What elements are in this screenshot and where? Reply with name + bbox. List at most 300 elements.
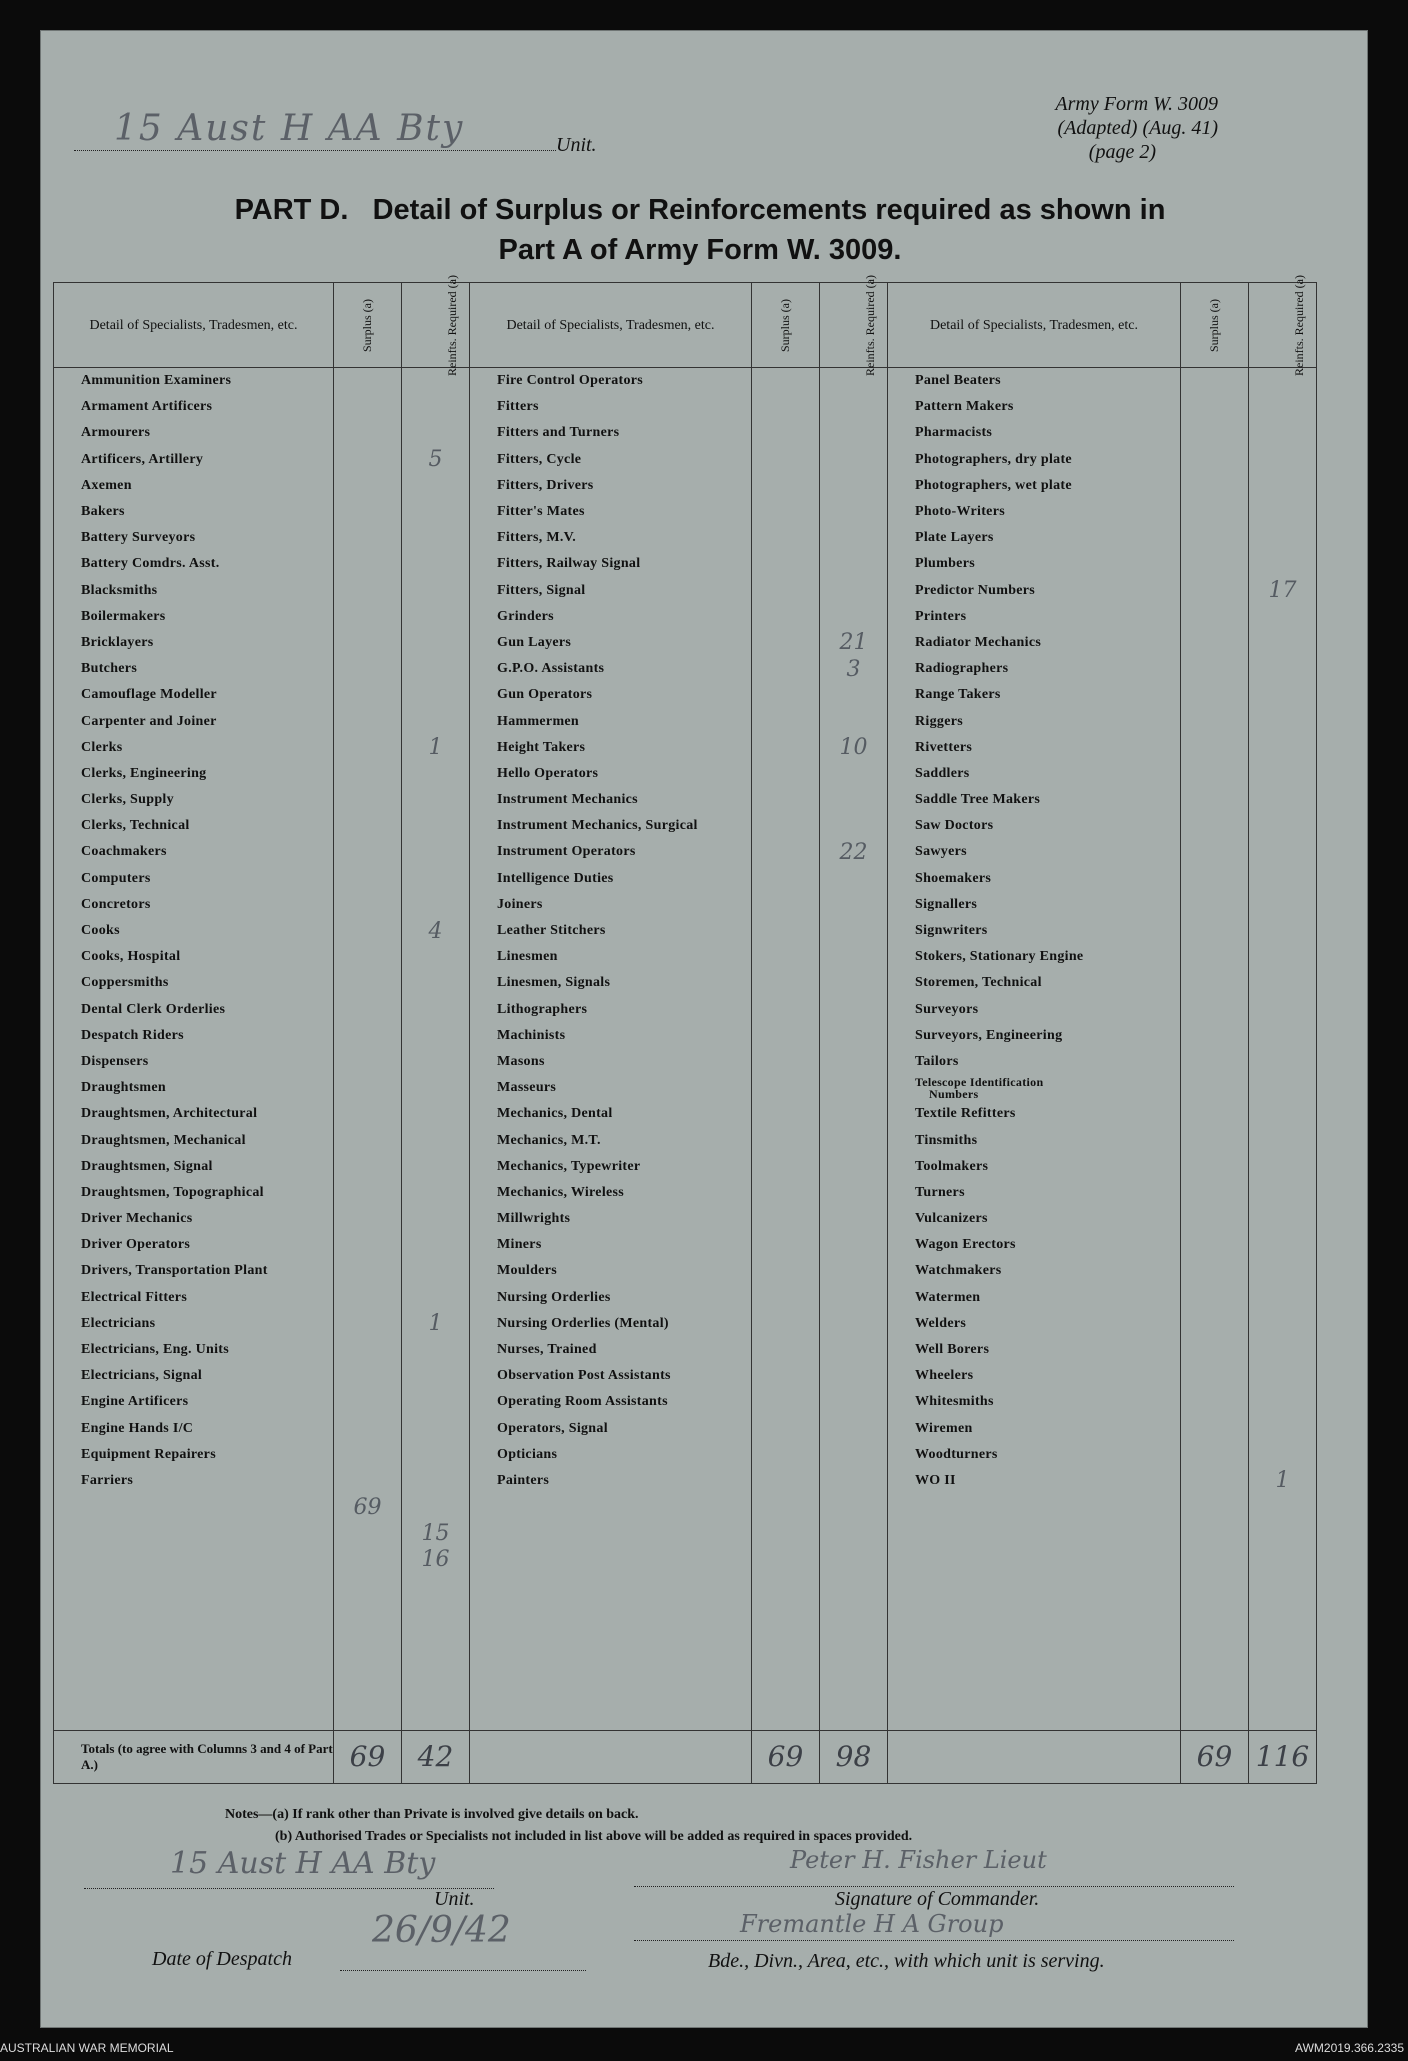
reinfts-value[interactable]	[1249, 1704, 1317, 1731]
surplus-value[interactable]	[334, 918, 402, 944]
reinfts-value[interactable]	[402, 1049, 470, 1075]
reinfts-value[interactable]	[1249, 1154, 1317, 1180]
surplus-value[interactable]	[752, 604, 820, 630]
surplus-value[interactable]	[1181, 735, 1249, 761]
reinfts-value[interactable]	[1249, 499, 1317, 525]
reinfts-value[interactable]	[1249, 1206, 1317, 1232]
total-surplus-1[interactable]: 69	[334, 1730, 402, 1783]
reinfts-value[interactable]	[1249, 787, 1317, 813]
surplus-value[interactable]	[334, 1049, 402, 1075]
surplus-value[interactable]	[752, 1206, 820, 1232]
reinfts-value[interactable]	[402, 499, 470, 525]
reinfts-value[interactable]	[402, 813, 470, 839]
reinfts-value[interactable]	[820, 1442, 888, 1468]
surplus-value[interactable]	[752, 1154, 820, 1180]
reinfts-value[interactable]	[402, 1416, 470, 1442]
surplus-value[interactable]	[1181, 682, 1249, 708]
surplus-value[interactable]	[1181, 918, 1249, 944]
reinfts-value[interactable]: 1	[402, 1311, 470, 1337]
reinfts-value[interactable]	[1249, 1573, 1317, 1599]
surplus-value[interactable]	[752, 499, 820, 525]
reinfts-value[interactable]	[402, 1442, 470, 1468]
reinfts-value[interactable]	[1249, 970, 1317, 996]
surplus-value[interactable]	[1181, 1285, 1249, 1311]
total-surplus-3[interactable]: 69	[1181, 1730, 1249, 1783]
reinfts-value[interactable]	[402, 970, 470, 996]
surplus-value[interactable]	[1181, 630, 1249, 656]
surplus-value[interactable]	[1181, 1704, 1249, 1731]
surplus-value[interactable]	[1181, 708, 1249, 734]
surplus-value[interactable]	[752, 892, 820, 918]
reinfts-value[interactable]	[1249, 682, 1317, 708]
surplus-value[interactable]	[1181, 394, 1249, 420]
surplus-value[interactable]	[752, 1416, 820, 1442]
reinfts-value[interactable]	[402, 761, 470, 787]
reinfts-value[interactable]	[820, 420, 888, 446]
surplus-value[interactable]	[752, 918, 820, 944]
surplus-value[interactable]	[752, 787, 820, 813]
surplus-value[interactable]	[752, 578, 820, 604]
reinfts-value[interactable]	[1249, 1546, 1317, 1572]
surplus-value[interactable]	[1181, 1023, 1249, 1049]
reinfts-value[interactable]	[402, 944, 470, 970]
surplus-value[interactable]	[334, 970, 402, 996]
reinfts-value[interactable]	[1249, 630, 1317, 656]
reinfts-value[interactable]	[402, 473, 470, 499]
reinfts-value[interactable]	[820, 970, 888, 996]
surplus-value[interactable]	[752, 656, 820, 682]
surplus-value[interactable]	[752, 1573, 820, 1599]
reinfts-value[interactable]: 16	[402, 1546, 470, 1572]
surplus-value[interactable]	[1181, 1337, 1249, 1363]
surplus-value[interactable]	[334, 944, 402, 970]
reinfts-value[interactable]	[402, 368, 470, 395]
reinfts-value[interactable]	[402, 1180, 470, 1206]
reinfts-value[interactable]	[402, 420, 470, 446]
reinfts-value[interactable]	[1249, 1625, 1317, 1651]
surplus-value[interactable]	[1181, 656, 1249, 682]
surplus-value[interactable]	[1181, 866, 1249, 892]
reinfts-value[interactable]	[820, 1154, 888, 1180]
surplus-value[interactable]	[334, 630, 402, 656]
surplus-value[interactable]	[1181, 1154, 1249, 1180]
reinfts-value[interactable]	[1249, 866, 1317, 892]
surplus-value[interactable]	[1181, 473, 1249, 499]
surplus-value[interactable]	[1181, 839, 1249, 865]
surplus-value[interactable]	[334, 525, 402, 551]
surplus-value[interactable]	[334, 997, 402, 1023]
reinfts-value[interactable]	[402, 787, 470, 813]
reinfts-value[interactable]	[820, 761, 888, 787]
surplus-value[interactable]	[752, 735, 820, 761]
surplus-value[interactable]	[1181, 1258, 1249, 1284]
surplus-value[interactable]	[334, 839, 402, 865]
reinfts-value[interactable]	[820, 1337, 888, 1363]
surplus-value[interactable]	[752, 1023, 820, 1049]
reinfts-value[interactable]	[1249, 525, 1317, 551]
surplus-value[interactable]	[334, 656, 402, 682]
surplus-value[interactable]	[752, 813, 820, 839]
reinfts-value[interactable]	[1249, 447, 1317, 473]
reinfts-value[interactable]	[1249, 813, 1317, 839]
surplus-value[interactable]	[752, 1337, 820, 1363]
surplus-value[interactable]	[752, 1049, 820, 1075]
surplus-value[interactable]	[334, 420, 402, 446]
surplus-value[interactable]	[334, 1206, 402, 1232]
surplus-value[interactable]	[752, 682, 820, 708]
reinfts-value[interactable]	[820, 394, 888, 420]
reinfts-value[interactable]	[402, 1704, 470, 1731]
reinfts-value[interactable]	[820, 1363, 888, 1389]
surplus-value[interactable]	[1181, 813, 1249, 839]
surplus-value[interactable]	[752, 970, 820, 996]
surplus-value[interactable]	[752, 1258, 820, 1284]
surplus-value[interactable]	[334, 761, 402, 787]
reinfts-value[interactable]	[820, 1049, 888, 1075]
surplus-value[interactable]	[752, 1442, 820, 1468]
reinfts-value[interactable]	[820, 1704, 888, 1731]
surplus-value[interactable]	[752, 1546, 820, 1572]
surplus-value[interactable]	[1181, 944, 1249, 970]
surplus-value[interactable]	[1181, 1363, 1249, 1389]
reinfts-value[interactable]: 1	[1249, 1468, 1317, 1494]
surplus-value[interactable]	[752, 1075, 820, 1101]
reinfts-value[interactable]	[820, 1651, 888, 1677]
reinfts-value[interactable]	[820, 551, 888, 577]
surplus-value[interactable]	[752, 1101, 820, 1127]
surplus-value[interactable]	[752, 997, 820, 1023]
surplus-value[interactable]	[334, 1468, 402, 1494]
surplus-value[interactable]	[752, 1232, 820, 1258]
reinfts-value[interactable]	[1249, 1520, 1317, 1546]
reinfts-value[interactable]	[402, 1232, 470, 1258]
surplus-value[interactable]	[334, 787, 402, 813]
reinfts-value[interactable]	[402, 1599, 470, 1625]
reinfts-value[interactable]	[402, 1651, 470, 1677]
surplus-value[interactable]	[752, 473, 820, 499]
surplus-value[interactable]	[334, 1442, 402, 1468]
reinfts-value[interactable]	[820, 1416, 888, 1442]
surplus-value[interactable]	[1181, 1416, 1249, 1442]
surplus-value[interactable]	[752, 1677, 820, 1703]
total-reinfts-2[interactable]: 98	[820, 1730, 888, 1783]
surplus-value[interactable]	[334, 708, 402, 734]
surplus-value[interactable]	[334, 1154, 402, 1180]
surplus-value[interactable]	[1181, 1494, 1249, 1520]
reinfts-value[interactable]: 4	[402, 918, 470, 944]
surplus-value[interactable]	[334, 735, 402, 761]
surplus-value[interactable]	[334, 447, 402, 473]
surplus-value[interactable]: 69	[334, 1494, 402, 1520]
reinfts-value[interactable]	[402, 892, 470, 918]
surplus-value[interactable]	[752, 1180, 820, 1206]
reinfts-value[interactable]	[820, 1180, 888, 1206]
surplus-value[interactable]	[1181, 1546, 1249, 1572]
surplus-value[interactable]	[752, 1651, 820, 1677]
surplus-value[interactable]	[1181, 761, 1249, 787]
reinfts-value[interactable]	[1249, 997, 1317, 1023]
reinfts-value[interactable]	[1249, 1049, 1317, 1075]
reinfts-value[interactable]	[402, 1468, 470, 1494]
surplus-value[interactable]	[752, 1127, 820, 1153]
surplus-value[interactable]	[752, 420, 820, 446]
reinfts-value[interactable]	[820, 708, 888, 734]
surplus-value[interactable]	[334, 1285, 402, 1311]
surplus-value[interactable]	[334, 1599, 402, 1625]
surplus-value[interactable]	[752, 447, 820, 473]
surplus-value[interactable]	[1181, 970, 1249, 996]
reinfts-value[interactable]	[1249, 656, 1317, 682]
surplus-value[interactable]	[752, 1363, 820, 1389]
surplus-value[interactable]	[334, 1023, 402, 1049]
surplus-value[interactable]	[334, 1127, 402, 1153]
surplus-value[interactable]	[334, 1101, 402, 1127]
surplus-value[interactable]	[752, 1520, 820, 1546]
surplus-value[interactable]	[752, 368, 820, 395]
surplus-value[interactable]	[752, 630, 820, 656]
surplus-value[interactable]	[1181, 1075, 1249, 1101]
surplus-value[interactable]	[334, 473, 402, 499]
surplus-value[interactable]	[1181, 892, 1249, 918]
surplus-value[interactable]	[334, 1704, 402, 1731]
reinfts-value[interactable]	[402, 1625, 470, 1651]
surplus-value[interactable]	[752, 839, 820, 865]
reinfts-value[interactable]	[820, 1520, 888, 1546]
reinfts-value[interactable]	[402, 1337, 470, 1363]
reinfts-value[interactable]	[402, 1494, 470, 1520]
reinfts-value[interactable]	[1249, 1180, 1317, 1206]
reinfts-value[interactable]	[402, 1206, 470, 1232]
reinfts-value[interactable]	[1249, 1677, 1317, 1703]
surplus-value[interactable]	[1181, 551, 1249, 577]
surplus-value[interactable]	[334, 578, 402, 604]
reinfts-value[interactable]	[1249, 944, 1317, 970]
surplus-value[interactable]	[1181, 1311, 1249, 1337]
surplus-value[interactable]	[1181, 499, 1249, 525]
reinfts-value[interactable]	[820, 1258, 888, 1284]
reinfts-value[interactable]: 17	[1249, 578, 1317, 604]
reinfts-value[interactable]	[402, 682, 470, 708]
surplus-value[interactable]	[334, 1677, 402, 1703]
surplus-value[interactable]	[334, 892, 402, 918]
reinfts-value[interactable]	[1249, 761, 1317, 787]
reinfts-value[interactable]: 15	[402, 1520, 470, 1546]
reinfts-value[interactable]	[820, 578, 888, 604]
reinfts-value[interactable]	[1249, 551, 1317, 577]
reinfts-value[interactable]	[1249, 1232, 1317, 1258]
surplus-value[interactable]	[334, 1520, 402, 1546]
reinfts-value[interactable]	[402, 578, 470, 604]
reinfts-value[interactable]	[402, 1677, 470, 1703]
reinfts-value[interactable]	[1249, 1101, 1317, 1127]
reinfts-value[interactable]	[1249, 1075, 1317, 1101]
reinfts-value[interactable]	[402, 1127, 470, 1153]
reinfts-value[interactable]	[1249, 1311, 1317, 1337]
surplus-value[interactable]	[1181, 1232, 1249, 1258]
reinfts-value[interactable]	[402, 1573, 470, 1599]
reinfts-value[interactable]	[1249, 604, 1317, 630]
reinfts-value[interactable]	[402, 1154, 470, 1180]
reinfts-value[interactable]	[820, 1023, 888, 1049]
reinfts-value[interactable]: 3	[820, 656, 888, 682]
reinfts-value[interactable]	[820, 892, 888, 918]
reinfts-value[interactable]	[1249, 839, 1317, 865]
surplus-value[interactable]	[334, 866, 402, 892]
surplus-value[interactable]	[1181, 1180, 1249, 1206]
surplus-value[interactable]	[1181, 1049, 1249, 1075]
reinfts-value[interactable]	[1249, 1442, 1317, 1468]
surplus-value[interactable]	[1181, 1625, 1249, 1651]
reinfts-value[interactable]	[1249, 735, 1317, 761]
surplus-value[interactable]	[1181, 1573, 1249, 1599]
reinfts-value[interactable]: 22	[820, 839, 888, 865]
reinfts-value[interactable]	[820, 1599, 888, 1625]
reinfts-value[interactable]	[820, 918, 888, 944]
reinfts-value[interactable]	[820, 682, 888, 708]
reinfts-value[interactable]	[402, 1023, 470, 1049]
reinfts-value[interactable]	[1249, 1599, 1317, 1625]
reinfts-value[interactable]	[1249, 473, 1317, 499]
reinfts-value[interactable]	[820, 1494, 888, 1520]
surplus-value[interactable]	[334, 394, 402, 420]
surplus-value[interactable]	[334, 1180, 402, 1206]
reinfts-value[interactable]	[820, 944, 888, 970]
reinfts-value[interactable]	[820, 813, 888, 839]
surplus-value[interactable]	[1181, 997, 1249, 1023]
surplus-value[interactable]	[752, 1494, 820, 1520]
reinfts-value[interactable]	[1249, 1023, 1317, 1049]
reinfts-value[interactable]	[820, 1285, 888, 1311]
surplus-value[interactable]	[334, 1416, 402, 1442]
reinfts-value[interactable]: 10	[820, 735, 888, 761]
surplus-value[interactable]	[334, 1651, 402, 1677]
surplus-value[interactable]	[752, 1704, 820, 1731]
surplus-value[interactable]	[752, 761, 820, 787]
reinfts-value[interactable]	[820, 604, 888, 630]
surplus-value[interactable]	[334, 551, 402, 577]
reinfts-value[interactable]	[820, 1389, 888, 1415]
reinfts-value[interactable]	[1249, 892, 1317, 918]
surplus-value[interactable]	[1181, 1651, 1249, 1677]
surplus-value[interactable]	[334, 1311, 402, 1337]
surplus-value[interactable]	[1181, 1599, 1249, 1625]
surplus-value[interactable]	[1181, 578, 1249, 604]
reinfts-value[interactable]	[1249, 1651, 1317, 1677]
reinfts-value[interactable]	[402, 1258, 470, 1284]
surplus-value[interactable]	[752, 1285, 820, 1311]
surplus-value[interactable]	[1181, 1468, 1249, 1494]
reinfts-value[interactable]	[820, 1075, 888, 1101]
reinfts-value[interactable]	[402, 1101, 470, 1127]
surplus-value[interactable]	[752, 866, 820, 892]
reinfts-value[interactable]	[820, 1311, 888, 1337]
reinfts-value[interactable]	[402, 630, 470, 656]
surplus-value[interactable]	[334, 1337, 402, 1363]
surplus-value[interactable]	[1181, 1442, 1249, 1468]
reinfts-value[interactable]	[402, 866, 470, 892]
surplus-value[interactable]	[1181, 525, 1249, 551]
surplus-value[interactable]	[1181, 447, 1249, 473]
reinfts-value[interactable]	[402, 708, 470, 734]
reinfts-value[interactable]	[820, 368, 888, 395]
reinfts-value[interactable]	[1249, 1285, 1317, 1311]
reinfts-value[interactable]	[820, 997, 888, 1023]
surplus-value[interactable]	[752, 1599, 820, 1625]
total-reinfts-3[interactable]: 116	[1249, 1730, 1317, 1783]
surplus-value[interactable]	[1181, 1206, 1249, 1232]
reinfts-value[interactable]	[820, 1625, 888, 1651]
reinfts-value[interactable]	[820, 447, 888, 473]
surplus-value[interactable]	[1181, 420, 1249, 446]
reinfts-value[interactable]	[402, 394, 470, 420]
reinfts-value[interactable]	[402, 551, 470, 577]
reinfts-value[interactable]: 1	[402, 735, 470, 761]
date-handwritten[interactable]: 26/9/42	[372, 1910, 511, 1951]
surplus-value[interactable]	[334, 499, 402, 525]
reinfts-value[interactable]: 21	[820, 630, 888, 656]
surplus-value[interactable]	[334, 1075, 402, 1101]
reinfts-value[interactable]	[402, 656, 470, 682]
reinfts-value[interactable]	[402, 525, 470, 551]
reinfts-value[interactable]	[1249, 708, 1317, 734]
reinfts-value[interactable]	[1249, 420, 1317, 446]
surplus-value[interactable]	[1181, 1677, 1249, 1703]
surplus-value[interactable]	[334, 368, 402, 395]
surplus-value[interactable]	[752, 551, 820, 577]
reinfts-value[interactable]	[820, 1127, 888, 1153]
surplus-value[interactable]	[1181, 1127, 1249, 1153]
reinfts-value[interactable]	[1249, 368, 1317, 395]
surplus-value[interactable]	[1181, 1520, 1249, 1546]
reinfts-value[interactable]	[820, 1468, 888, 1494]
reinfts-value[interactable]	[1249, 1127, 1317, 1153]
reinfts-value[interactable]	[820, 1206, 888, 1232]
surplus-value[interactable]	[1181, 1389, 1249, 1415]
surplus-value[interactable]	[752, 394, 820, 420]
reinfts-value[interactable]	[402, 1285, 470, 1311]
reinfts-value[interactable]	[402, 997, 470, 1023]
surplus-value[interactable]	[752, 525, 820, 551]
reinfts-value[interactable]	[1249, 1389, 1317, 1415]
surplus-value[interactable]	[752, 1468, 820, 1494]
total-reinfts-1[interactable]: 42	[402, 1730, 470, 1783]
reinfts-value[interactable]	[820, 866, 888, 892]
reinfts-value[interactable]	[820, 1232, 888, 1258]
surplus-value[interactable]	[752, 708, 820, 734]
reinfts-value[interactable]	[820, 1573, 888, 1599]
surplus-value[interactable]	[1181, 787, 1249, 813]
reinfts-value[interactable]	[820, 499, 888, 525]
surplus-value[interactable]	[1181, 604, 1249, 630]
surplus-value[interactable]	[334, 1363, 402, 1389]
reinfts-value[interactable]	[820, 1546, 888, 1572]
surplus-value[interactable]	[334, 682, 402, 708]
reinfts-value[interactable]	[1249, 918, 1317, 944]
surplus-value[interactable]	[334, 1573, 402, 1599]
surplus-value[interactable]	[752, 1625, 820, 1651]
surplus-value[interactable]	[752, 944, 820, 970]
reinfts-value[interactable]	[402, 604, 470, 630]
reinfts-value[interactable]	[1249, 1363, 1317, 1389]
reinfts-value[interactable]	[820, 787, 888, 813]
reinfts-value[interactable]	[1249, 1494, 1317, 1520]
reinfts-value[interactable]	[402, 1075, 470, 1101]
reinfts-value[interactable]	[402, 839, 470, 865]
reinfts-value[interactable]	[820, 1677, 888, 1703]
surplus-value[interactable]	[334, 604, 402, 630]
surplus-value[interactable]	[334, 1258, 402, 1284]
reinfts-value[interactable]	[402, 1389, 470, 1415]
